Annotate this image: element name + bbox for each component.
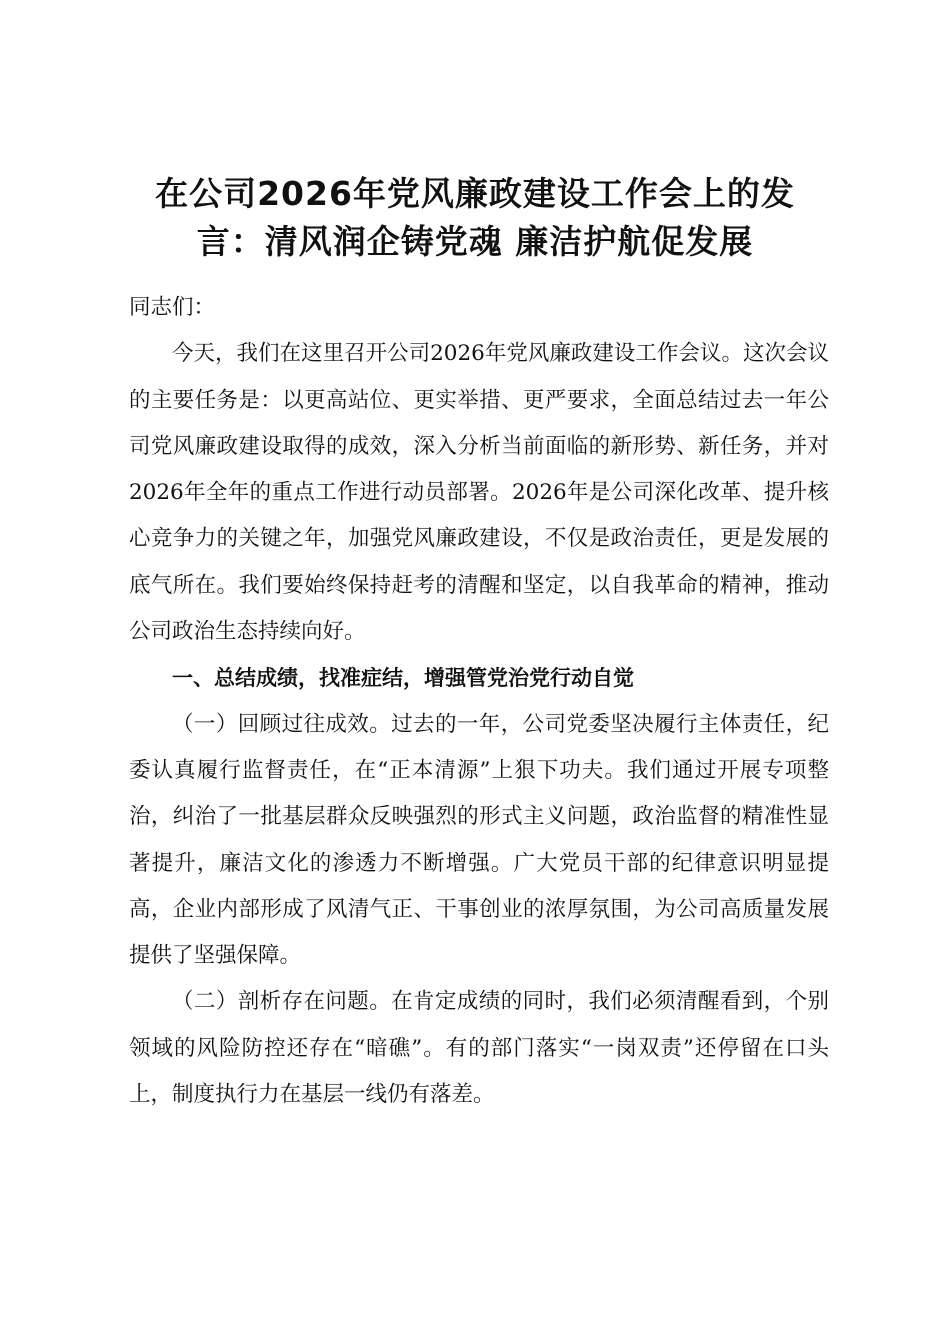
document-title [120,170,830,266]
greeting: 同志们： [129,295,216,320]
subsection-2-paragraph: （二）剖析存在问题。在肯定成绩的同时，我们必须清醒看到，个别领域的风险防控还存在“暗礁”。有的部门落实“一岗双责”还停留在口头上，制度执行力在基层一线仍有落差。 [129,989,829,1108]
document-body [129,285,829,1118]
title-line-1: 在公司2026年党风廉政建设工作会上的发 [155,174,795,213]
subsection-1-paragraph: （一）回顾过往成效。过去的一年，公司党委坚决履行主体责任，纪委认真履行监督责任，在“正本清源”上狠下功夫。我们通过开展专项整治，纠治了一批基层群众反映强烈的形式主义问题，政治监督的精准性显著提升，廉洁文化的渗透力不断增强。广大党员干部的纪律意识明显提高，企业内部形成了风清气正、干事创业的浓厚氛围，为公司高质量发展提供了坚强保障。 [129,711,829,969]
intro-paragraph: 今天，我们在这里召开公司2026年党风廉政建设工作会议。这次会议的主要任务是：以更高站位、更实举措、更严要求，全面总结过去一年公司党风廉政建设取得的成效，深入分析当前面临的新形势、新任务，并对2026年全年的重点工作进行动员部署。2026年是公司深化改革、提升核心竞争力的关键之年，加强党风廉政建设，不仅是政治责任，更是发展的底气所在。我们要始终保持赶考的清醒和坚定，以自我革命的精神，推动公司政治生态持续向好。 [129,341,829,645]
title-line-2: 言：清风润企铸党魂 廉洁护航促发展 [196,222,754,261]
section-1-heading: 一、总结成绩，找准症结，增强管党治党行动自觉 [172,666,634,691]
